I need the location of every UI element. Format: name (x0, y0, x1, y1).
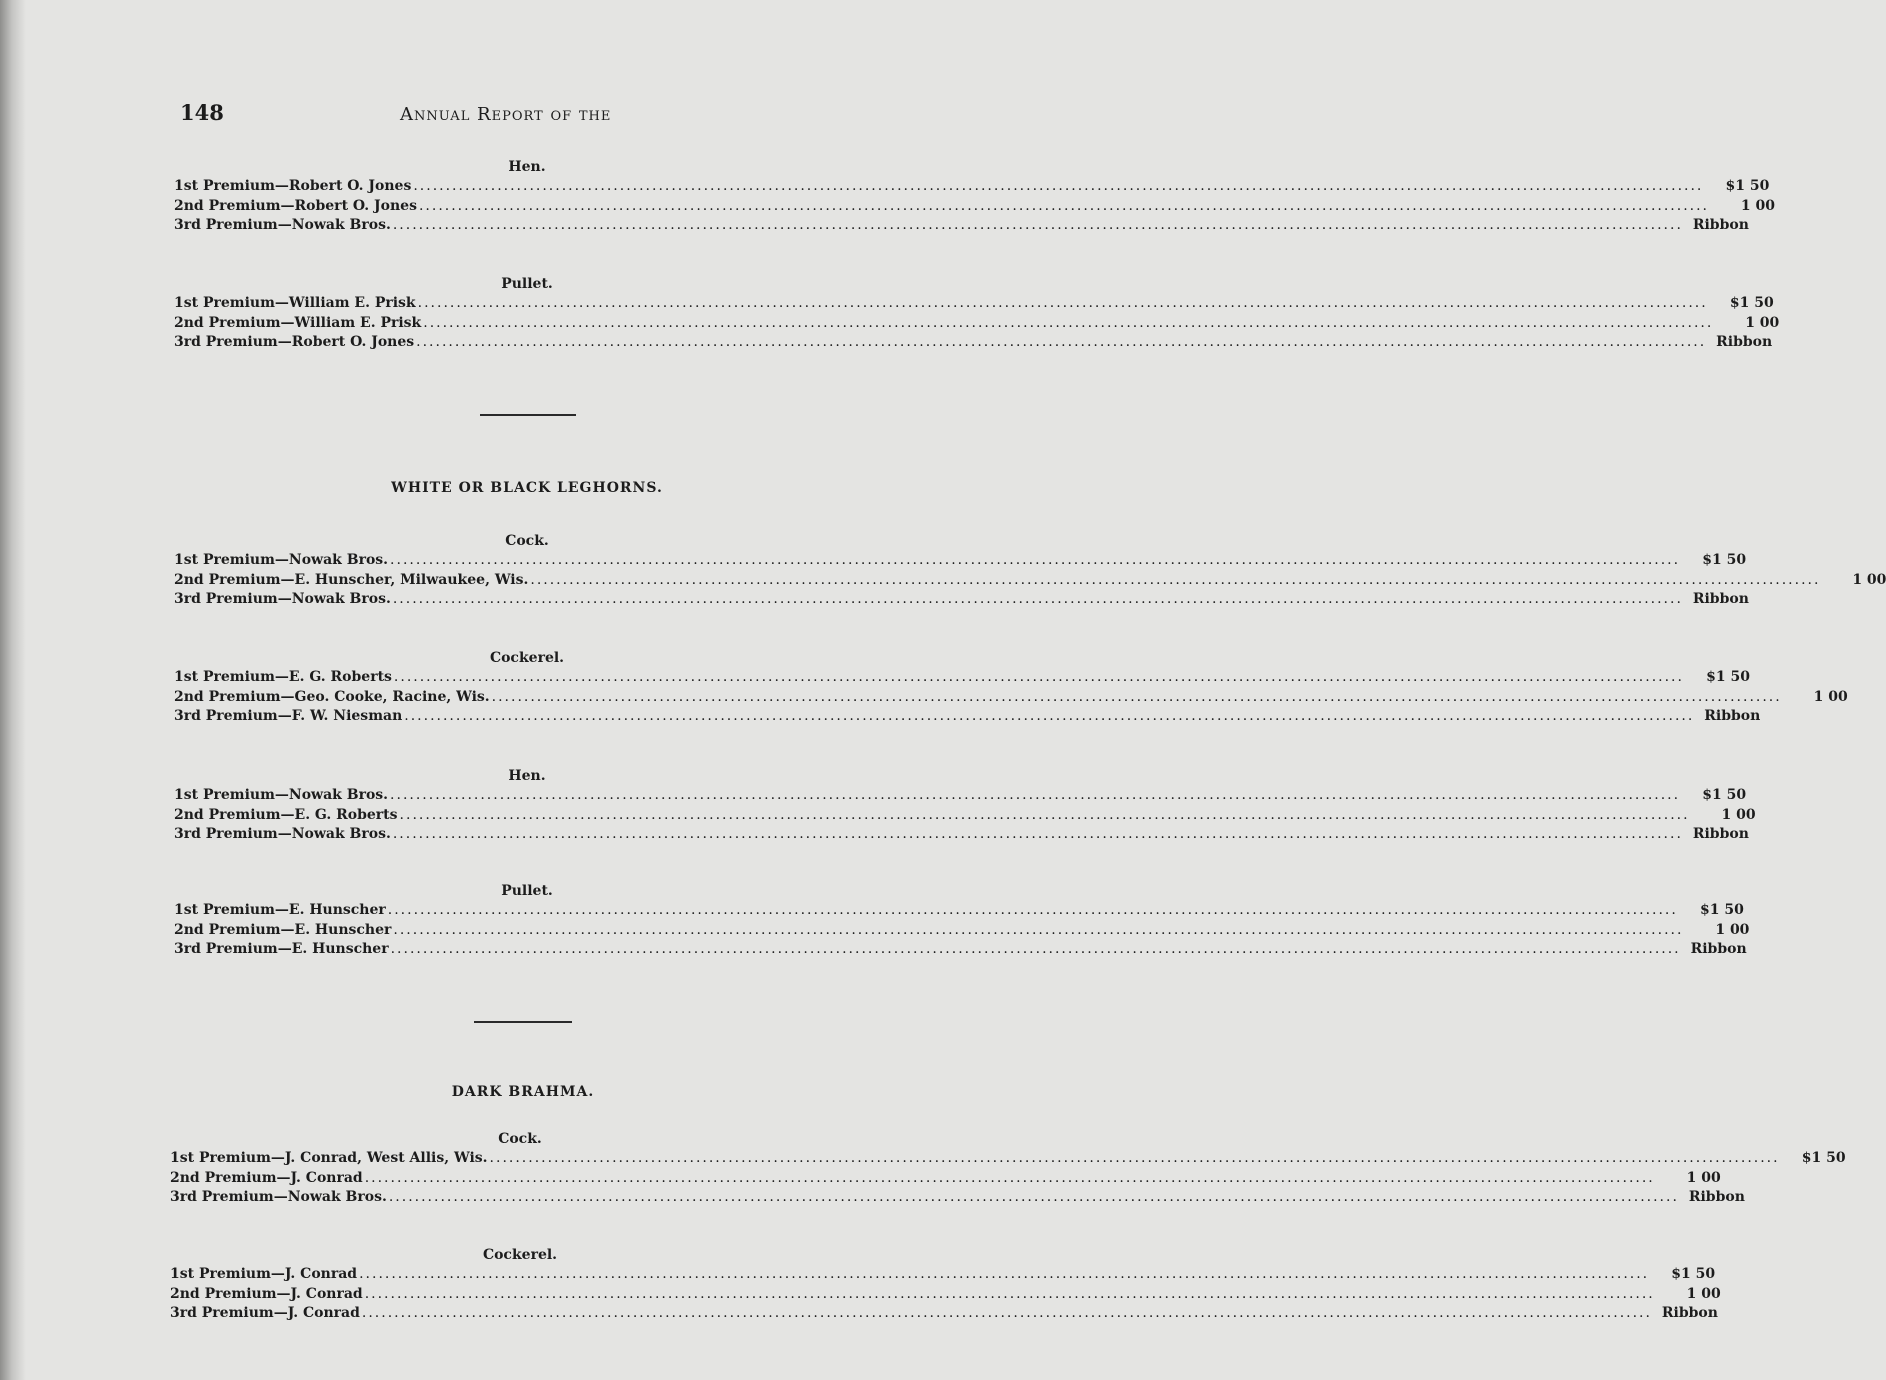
list-item: 1st Premium—E. Hunscher ........................................................................................................................................................................................................ $1 50 (174, 902, 1744, 918)
list-item: 1st Premium—Robert O. Jones ........................................................................................................................................................................................................ $1 50 (174, 178, 1770, 194)
leader-dots: ........................................................................................................................................................................................................ (387, 902, 1678, 918)
list-item: 1st Premium—William E. Prisk ........................................................................................................................................................................................................ $1 50 (174, 295, 1774, 311)
page-number: 148 (180, 100, 224, 125)
leader-dots: ........................................................................................................................................................................................................ (404, 708, 1695, 724)
leader-dots: ........................................................................................................................................................................................................ (390, 941, 1681, 957)
section-title-leghorns: WHITE OR BLACK LEGHORNS. (391, 480, 663, 496)
leader-dots: ........................................................................................................................................................................................................ (417, 295, 1708, 311)
leader-dots: ........................................................................................................................................................................................................ (399, 806, 1690, 823)
list-item: 3rd Premium—Robert O. Jones ........................................................................................................................................................................................................ Ribbon (174, 334, 1773, 350)
list-item: 1st Premium—Nowak Bros. ........................................................................................................................................................................................................ $1 50 (174, 552, 1747, 568)
group-pullet (174, 880, 1750, 961)
group-label: Pullet. (501, 883, 553, 899)
leader-dots: ........................................................................................................................................................................................................ (390, 787, 1681, 803)
group-label: Cock. (505, 533, 549, 549)
leader-dots: ........................................................................................................................................................................................................ (390, 552, 1681, 568)
group-hen (174, 156, 1776, 237)
list-item: 2nd Premium—J. Conrad ........................................................................................................................................................................................................ 1 00 (170, 1285, 1721, 1302)
leader-dots: ........................................................................................................................................................................................................ (388, 1189, 1679, 1205)
group-hen (174, 765, 1756, 846)
leader-dots: ........................................................................................................................................................................................................ (364, 1169, 1655, 1186)
list-item: 2nd Premium—E. Hunscher, Milwaukee, Wis. ........................................................................................................................................................................................................ 1 00 (174, 571, 1886, 588)
list-item: 2nd Premium—J. Conrad ........................................................................................................................................................................................................ 1 00 (170, 1169, 1721, 1186)
leader-dots: ........................................................................................................................................................................................................ (489, 1150, 1780, 1166)
list-item: 3rd Premium—F. W. Niesman ........................................................................................................................................................................................................ Ribbon (174, 708, 1761, 724)
leader-dots: ........................................................................................................................................................................................................ (530, 571, 1821, 588)
group-label: Hen. (508, 159, 546, 175)
group-label: Cockerel. (489, 650, 565, 666)
leader-dots: ........................................................................................................................................................................................................ (392, 217, 1683, 233)
list-item: 2nd Premium—E. Hunscher ........................................................................................................................................................................................................ 1 00 (174, 921, 1750, 938)
list-item: 3rd Premium—J. Conrad ........................................................................................................................................................................................................ Ribbon (170, 1305, 1718, 1321)
leader-dots: ........................................................................................................................................................................................................ (359, 1266, 1650, 1282)
leader-dots: ........................................................................................................................................................................................................ (413, 178, 1704, 194)
list-item: 2nd Premium—Robert O. Jones ........................................................................................................................................................................................................ 1 00 (174, 197, 1776, 214)
leader-dots: ........................................................................................................................................................................................................ (423, 314, 1714, 331)
list-item: 3rd Premium—Nowak Bros. ........................................................................................................................................................................................................ Ribbon (174, 217, 1749, 233)
group-pullet (174, 273, 1780, 354)
list-item: 2nd Premium—E. G. Roberts ........................................................................................................................................................................................................ 1 00 (174, 806, 1756, 823)
list-item: 3rd Premium—Nowak Bros. ........................................................................................................................................................................................................ Ribbon (174, 826, 1749, 842)
group-label: Pullet. (501, 276, 553, 292)
leader-dots: ........................................................................................................................................................................................................ (418, 197, 1710, 214)
list-item: 3rd Premium—Nowak Bros. ........................................................................................................................................................................................................ Ribbon (170, 1189, 1745, 1205)
leader-dots: ........................................................................................................................................................................................................ (416, 334, 1707, 350)
leader-dots: ........................................................................................................................................................................................................ (393, 921, 1684, 938)
list-item: 3rd Premium—Nowak Bros. ........................................................................................................................................................................................................ Ribbon (174, 591, 1749, 607)
group-label: Hen. (508, 768, 546, 784)
leader-dots: ........................................................................................................................................................................................................ (361, 1305, 1652, 1321)
group-label: Cock. (498, 1131, 542, 1147)
group-cockerel (170, 1244, 1721, 1325)
list-item: 1st Premium—E. G. Roberts ........................................................................................................................................................................................................ $1 50 (174, 669, 1750, 685)
page-header (180, 100, 880, 130)
leader-dots: ........................................................................................................................................................................................................ (392, 826, 1683, 842)
section-divider (480, 414, 576, 416)
group-cock (174, 530, 1886, 611)
list-item: 2nd Premium—William E. Prisk ........................................................................................................................................................................................................ 1 00 (174, 314, 1780, 331)
leader-dots: ........................................................................................................................................................................................................ (364, 1285, 1655, 1302)
section-divider (474, 1021, 572, 1023)
list-item: 3rd Premium—E. Hunscher ........................................................................................................................................................................................................ Ribbon (174, 941, 1747, 957)
list-item: 2nd Premium—Geo. Cooke, Racine, Wis. ........................................................................................................................................................................................................ 1 00 (174, 688, 1848, 705)
group-cock (170, 1128, 1846, 1209)
list-item: 1st Premium—J. Conrad ........................................................................................................................................................................................................ $1 50 (170, 1266, 1716, 1282)
leader-dots: ........................................................................................................................................................................................................ (392, 591, 1683, 607)
group-cockerel (174, 647, 1848, 728)
group-label: Cockerel. (482, 1247, 558, 1263)
leader-dots: ........................................................................................................................................................................................................ (491, 688, 1782, 705)
running-head: Annual Report of the (400, 104, 612, 125)
leader-dots: ........................................................................................................................................................................................................ (393, 669, 1684, 685)
section-title-dark-brahma: DARK BRAHMA. (451, 1084, 595, 1100)
list-item: 1st Premium—Nowak Bros. ........................................................................................................................................................................................................ $1 50 (174, 787, 1747, 803)
list-item: 1st Premium—J. Conrad, West Allis, Wis. ........................................................................................................................................................................................................ $1 50 (170, 1150, 1846, 1166)
page-binding-shadow (0, 0, 26, 1380)
